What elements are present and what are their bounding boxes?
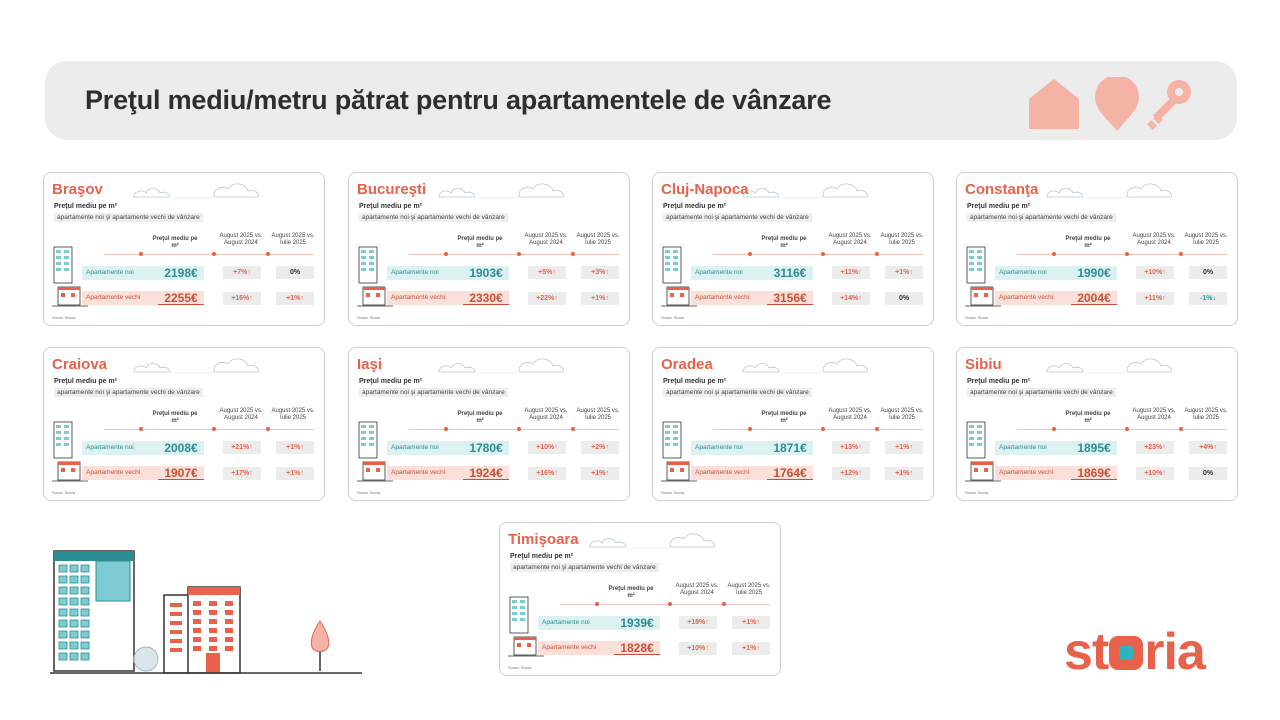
old-yoy-change: +10%↑ bbox=[679, 642, 717, 655]
row-label-new: Apartamente noi bbox=[995, 266, 1071, 280]
card-subtitle: Preţul mediu pe m² bbox=[359, 378, 423, 385]
window bbox=[225, 619, 233, 624]
card-subtitle: Preţul mediu pe m² bbox=[663, 378, 727, 385]
storia-logo: st ria bbox=[1064, 623, 1205, 681]
window bbox=[70, 587, 78, 594]
old-yoy-change: +17%↑ bbox=[223, 467, 261, 480]
row-label-new: Apartamente noi bbox=[691, 441, 767, 455]
old-mom-change: 0% bbox=[1189, 467, 1227, 480]
source-note: Sursa: Storia bbox=[508, 665, 532, 670]
divider-dot bbox=[821, 252, 825, 256]
new-yoy-change: +21%↑ bbox=[223, 441, 261, 454]
old-apartments-price: 2004€ bbox=[1071, 291, 1117, 305]
new-apartments-price: 2198€ bbox=[158, 266, 204, 280]
window bbox=[225, 610, 233, 615]
new-yoy-change: +11%↑ bbox=[832, 266, 870, 279]
window bbox=[81, 653, 89, 660]
window bbox=[225, 601, 233, 606]
window bbox=[59, 565, 67, 572]
window bbox=[81, 620, 89, 627]
window bbox=[70, 620, 78, 627]
card-subtitle: Preţul mediu pe m² bbox=[510, 553, 574, 560]
col-header-yoy: August 2025 vs. August 2024 bbox=[828, 408, 872, 422]
window bbox=[59, 620, 67, 627]
divider-dot bbox=[212, 427, 216, 431]
card-subtitle: Preţul mediu pe m² bbox=[359, 203, 423, 210]
col-header-price: Preţul mediu pe m² bbox=[1065, 236, 1111, 250]
source-note: Sursa: Storia bbox=[661, 315, 685, 320]
divider-dot bbox=[1052, 252, 1056, 256]
window bbox=[170, 621, 182, 625]
city-name: Constanţa bbox=[965, 181, 1039, 198]
col-header-mom: August 2025 vs. Iulie 2025 bbox=[727, 583, 771, 597]
card-subtitle-2: apartamente noi şi apartamente vechi de vânzare bbox=[663, 213, 812, 222]
window bbox=[59, 609, 67, 616]
source-note: Sursa: Storia bbox=[52, 490, 76, 495]
divider-dot bbox=[1125, 252, 1129, 256]
col-header-price: Preţul mediu pe m² bbox=[457, 411, 503, 425]
new-yoy-change: +5%↑ bbox=[528, 266, 566, 279]
window bbox=[170, 639, 182, 643]
new-yoy-change: +10%↑ bbox=[1136, 266, 1174, 279]
clouds-decoration bbox=[733, 354, 873, 376]
window bbox=[81, 598, 89, 605]
row-label-new: Apartamente noi bbox=[82, 441, 158, 455]
new-mom-change: +2%↑ bbox=[581, 441, 619, 454]
divider-dot bbox=[748, 252, 752, 256]
key-icon bbox=[1147, 80, 1191, 130]
window bbox=[70, 653, 78, 660]
divider-dot bbox=[1052, 427, 1056, 431]
row-label-old: Apartamente vechi bbox=[387, 291, 463, 305]
old-mom-change: +1%↑ bbox=[276, 467, 314, 480]
divider bbox=[104, 254, 314, 255]
city-card bbox=[652, 172, 934, 326]
row-label-new: Apartamente noi bbox=[82, 266, 158, 280]
col-header-mom: August 2025 vs. Iulie 2025 bbox=[271, 408, 315, 422]
col-header-yoy: August 2025 vs. August 2024 bbox=[1132, 408, 1176, 422]
city-card bbox=[43, 347, 325, 501]
city-card bbox=[43, 172, 325, 326]
window bbox=[81, 609, 89, 616]
card-subtitle: Preţul mediu pe m² bbox=[54, 378, 118, 385]
new-apartments-price: 1895€ bbox=[1071, 441, 1117, 455]
divider bbox=[1017, 429, 1227, 430]
col-header-yoy: August 2025 vs. August 2024 bbox=[219, 408, 263, 422]
col-header-mom: August 2025 vs. Iulie 2025 bbox=[880, 408, 924, 422]
window bbox=[170, 612, 182, 616]
window bbox=[81, 576, 89, 583]
row-label-old: Apartamente vechi bbox=[82, 466, 158, 480]
row-label-old: Apartamente vechi bbox=[82, 291, 158, 305]
header-icons bbox=[1027, 77, 1197, 133]
window bbox=[209, 619, 217, 624]
col-header-mom: August 2025 vs. Iulie 2025 bbox=[271, 233, 315, 247]
row-label-new: Apartamente noi bbox=[538, 616, 614, 630]
card-subtitle: Preţul mediu pe m² bbox=[967, 203, 1031, 210]
window bbox=[225, 637, 233, 642]
old-yoy-change: +16%↑ bbox=[528, 467, 566, 480]
new-yoy-change: +10%↑ bbox=[528, 441, 566, 454]
old-apartments-price: 1907€ bbox=[158, 466, 204, 480]
divider bbox=[409, 429, 619, 430]
card-subtitle: Preţul mediu pe m² bbox=[967, 378, 1031, 385]
old-yoy-change: +14%↑ bbox=[832, 292, 870, 305]
card-subtitle-2: apartamente noi şi apartamente vechi de vânzare bbox=[359, 388, 508, 397]
new-apartments-price: 1780€ bbox=[463, 441, 509, 455]
new-mom-change: 0% bbox=[276, 266, 314, 279]
source-note: Sursa: Storia bbox=[357, 490, 381, 495]
new-apartments-price: 1939€ bbox=[614, 616, 660, 630]
col-header-yoy: August 2025 vs. August 2024 bbox=[675, 583, 719, 597]
window bbox=[59, 587, 67, 594]
window bbox=[81, 565, 89, 572]
old-mom-change: -1%↓ bbox=[1189, 292, 1227, 305]
city-card bbox=[348, 347, 630, 501]
city-card bbox=[652, 347, 934, 501]
row-label-new: Apartamente noi bbox=[387, 266, 463, 280]
old-yoy-change: +12%↑ bbox=[832, 467, 870, 480]
city-card bbox=[499, 522, 781, 676]
divider-dot bbox=[821, 427, 825, 431]
clouds-decoration bbox=[580, 529, 720, 551]
window bbox=[209, 628, 217, 633]
new-yoy-change: +7%↑ bbox=[223, 266, 261, 279]
col-header-mom: August 2025 vs. Iulie 2025 bbox=[1184, 233, 1228, 247]
old-apartments-price: 1764€ bbox=[767, 466, 813, 480]
row-label-new: Apartamente noi bbox=[995, 441, 1071, 455]
divider-dot bbox=[1179, 427, 1183, 431]
col-header-yoy: August 2025 vs. August 2024 bbox=[219, 233, 263, 247]
window bbox=[70, 565, 78, 572]
divider-dot bbox=[595, 602, 599, 606]
city-name: Timişoara bbox=[508, 531, 579, 548]
new-apartments-price: 1903€ bbox=[463, 266, 509, 280]
old-yoy-change: +16%↑ bbox=[223, 292, 261, 305]
divider bbox=[409, 254, 619, 255]
window bbox=[81, 587, 89, 594]
divider-dot bbox=[139, 427, 143, 431]
divider bbox=[104, 429, 314, 430]
col-header-price: Preţul mediu pe m² bbox=[457, 236, 503, 250]
new-apartments-price: 1871€ bbox=[767, 441, 813, 455]
card-subtitle-2: apartamente noi şi apartamente vechi de vânzare bbox=[359, 213, 508, 222]
window bbox=[59, 598, 67, 605]
clouds-decoration bbox=[124, 179, 264, 201]
window bbox=[70, 576, 78, 583]
divider-dot bbox=[139, 252, 143, 256]
old-apartments-price: 2255€ bbox=[158, 291, 204, 305]
window bbox=[81, 631, 89, 638]
page-title: Preţul mediu/metru pătrat pentru apartamentele de vânzare bbox=[85, 85, 832, 115]
old-yoy-change: +11%↑ bbox=[1136, 292, 1174, 305]
card-subtitle-2: apartamente noi şi apartamente vechi de vânzare bbox=[663, 388, 812, 397]
new-mom-change: +1%↑ bbox=[276, 441, 314, 454]
divider-dot bbox=[266, 252, 270, 256]
window bbox=[59, 576, 67, 583]
col-header-yoy: August 2025 vs. August 2024 bbox=[524, 233, 568, 247]
clouds-decoration bbox=[733, 179, 873, 201]
window bbox=[193, 637, 201, 642]
old-apartments-price: 1924€ bbox=[463, 466, 509, 480]
col-header-mom: August 2025 vs. Iulie 2025 bbox=[576, 408, 620, 422]
col-header-price: Preţul mediu pe m² bbox=[761, 236, 807, 250]
source-note: Sursa: Storia bbox=[965, 315, 989, 320]
window bbox=[209, 601, 217, 606]
new-mom-change: +1%↑ bbox=[885, 266, 923, 279]
city-buildings-illustration bbox=[50, 545, 362, 677]
new-apartments-price: 1990€ bbox=[1071, 266, 1117, 280]
window bbox=[70, 631, 78, 638]
old-apartments-price: 1828€ bbox=[614, 641, 660, 655]
divider-dot bbox=[444, 427, 448, 431]
col-header-price: Preţul mediu pe m² bbox=[152, 411, 198, 425]
new-mom-change: 0% bbox=[1189, 266, 1227, 279]
title-banner bbox=[45, 61, 1237, 140]
window bbox=[193, 601, 201, 606]
row-label-new: Apartamente noi bbox=[387, 441, 463, 455]
source-note: Sursa: Storia bbox=[357, 315, 381, 320]
divider-dot bbox=[266, 427, 270, 431]
col-header-yoy: August 2025 vs. August 2024 bbox=[524, 408, 568, 422]
window bbox=[170, 603, 182, 607]
city-name: Sibiu bbox=[965, 356, 1002, 373]
new-mom-change: +4%↑ bbox=[1189, 441, 1227, 454]
divider bbox=[713, 429, 923, 430]
window bbox=[59, 631, 67, 638]
window bbox=[225, 628, 233, 633]
old-apartments-price: 2330€ bbox=[463, 291, 509, 305]
window bbox=[59, 653, 67, 660]
old-yoy-change: +10%↑ bbox=[1136, 467, 1174, 480]
window bbox=[170, 630, 182, 634]
row-label-old: Apartamente vechi bbox=[691, 291, 767, 305]
source-note: Sursa: Storia bbox=[661, 490, 685, 495]
new-yoy-change: +23%↑ bbox=[1136, 441, 1174, 454]
window bbox=[209, 610, 217, 615]
window bbox=[70, 642, 78, 649]
divider-dot bbox=[1179, 252, 1183, 256]
window bbox=[193, 619, 201, 624]
divider-dot bbox=[748, 427, 752, 431]
old-apartments-price: 1869€ bbox=[1071, 466, 1117, 480]
new-yoy-change: +13%↑ bbox=[832, 441, 870, 454]
clouds-decoration bbox=[1037, 179, 1177, 201]
divider-dot bbox=[517, 427, 521, 431]
divider bbox=[560, 604, 770, 605]
card-subtitle: Preţul mediu pe m² bbox=[54, 203, 118, 210]
card-subtitle-2: apartamente noi şi apartamente vechi de vânzare bbox=[967, 213, 1116, 222]
old-mom-change: +1%↑ bbox=[885, 467, 923, 480]
window bbox=[209, 646, 217, 651]
divider bbox=[713, 254, 923, 255]
new-mom-change: +1%↑ bbox=[885, 441, 923, 454]
new-mom-change: +3%↑ bbox=[581, 266, 619, 279]
city-name: Bucureşti bbox=[357, 181, 427, 198]
col-header-price: Preţul mediu pe m² bbox=[761, 411, 807, 425]
card-subtitle-2: apartamente noi şi apartamente vechi de vânzare bbox=[510, 563, 659, 572]
divider-dot bbox=[875, 252, 879, 256]
source-note: Sursa: Storia bbox=[52, 315, 76, 320]
city-name: Cluj-Napoca bbox=[661, 181, 749, 198]
city-card bbox=[956, 172, 1238, 326]
card-subtitle: Preţul mediu pe m² bbox=[663, 203, 727, 210]
divider-dot bbox=[571, 427, 575, 431]
card-subtitle-2: apartamente noi şi apartamente vechi de vânzare bbox=[967, 388, 1116, 397]
window bbox=[170, 648, 182, 652]
old-mom-change: 0% bbox=[885, 292, 923, 305]
old-yoy-change: +22%↑ bbox=[528, 292, 566, 305]
divider-dot bbox=[722, 602, 726, 606]
window bbox=[81, 642, 89, 649]
window bbox=[193, 646, 201, 651]
window bbox=[70, 609, 78, 616]
old-mom-change: +1%↑ bbox=[276, 292, 314, 305]
city-name: Iaşi bbox=[357, 356, 383, 373]
window bbox=[70, 598, 78, 605]
card-subtitle-2: apartamente noi şi apartamente vechi de vânzare bbox=[54, 213, 203, 222]
card-subtitle-2: apartamente noi şi apartamente vechi de vânzare bbox=[54, 388, 203, 397]
row-label-old: Apartamente vechi bbox=[995, 291, 1071, 305]
location-pin-icon bbox=[1095, 77, 1139, 131]
clouds-decoration bbox=[124, 354, 264, 376]
clouds-decoration bbox=[1037, 354, 1177, 376]
source-note: Sursa: Storia bbox=[965, 490, 989, 495]
window bbox=[193, 628, 201, 633]
divider-dot bbox=[668, 602, 672, 606]
city-card bbox=[956, 347, 1238, 501]
row-label-old: Apartamente vechi bbox=[995, 466, 1071, 480]
window bbox=[193, 610, 201, 615]
col-header-price: Preţul mediu pe m² bbox=[1065, 411, 1111, 425]
col-header-mom: August 2025 vs. Iulie 2025 bbox=[576, 233, 620, 247]
divider bbox=[1017, 254, 1227, 255]
clouds-decoration bbox=[429, 354, 569, 376]
old-mom-change: +1%↑ bbox=[581, 467, 619, 480]
row-label-new: Apartamente noi bbox=[691, 266, 767, 280]
divider-dot bbox=[212, 252, 216, 256]
city-name: Oradea bbox=[661, 356, 713, 373]
new-mom-change: +1%↑ bbox=[732, 616, 770, 629]
divider-dot bbox=[517, 252, 521, 256]
new-yoy-change: +18%↑ bbox=[679, 616, 717, 629]
city-card bbox=[348, 172, 630, 326]
old-mom-change: +1%↑ bbox=[581, 292, 619, 305]
divider-dot bbox=[444, 252, 448, 256]
col-header-price: Preţul mediu pe m² bbox=[608, 586, 654, 600]
divider-dot bbox=[1125, 427, 1129, 431]
divider-dot bbox=[875, 427, 879, 431]
divider-dot bbox=[571, 252, 575, 256]
col-header-yoy: August 2025 vs. August 2024 bbox=[1132, 233, 1176, 247]
col-header-price: Preţul mediu pe m² bbox=[152, 236, 198, 250]
col-header-mom: August 2025 vs. Iulie 2025 bbox=[880, 233, 924, 247]
city-name: Braşov bbox=[52, 181, 103, 198]
row-label-old: Apartamente vechi bbox=[538, 641, 614, 655]
city-name: Craiova bbox=[52, 356, 108, 373]
house-icon bbox=[1029, 79, 1079, 129]
old-mom-change: +1%↑ bbox=[732, 642, 770, 655]
row-label-old: Apartamente vechi bbox=[387, 466, 463, 480]
old-apartments-price: 3156€ bbox=[767, 291, 813, 305]
row-label-old: Apartamente vechi bbox=[691, 466, 767, 480]
col-header-yoy: August 2025 vs. August 2024 bbox=[828, 233, 872, 247]
clouds-decoration bbox=[429, 179, 569, 201]
window bbox=[59, 642, 67, 649]
window bbox=[209, 637, 217, 642]
new-apartments-price: 2008€ bbox=[158, 441, 204, 455]
new-apartments-price: 3116€ bbox=[767, 266, 813, 280]
window bbox=[225, 646, 233, 651]
col-header-mom: August 2025 vs. Iulie 2025 bbox=[1184, 408, 1228, 422]
